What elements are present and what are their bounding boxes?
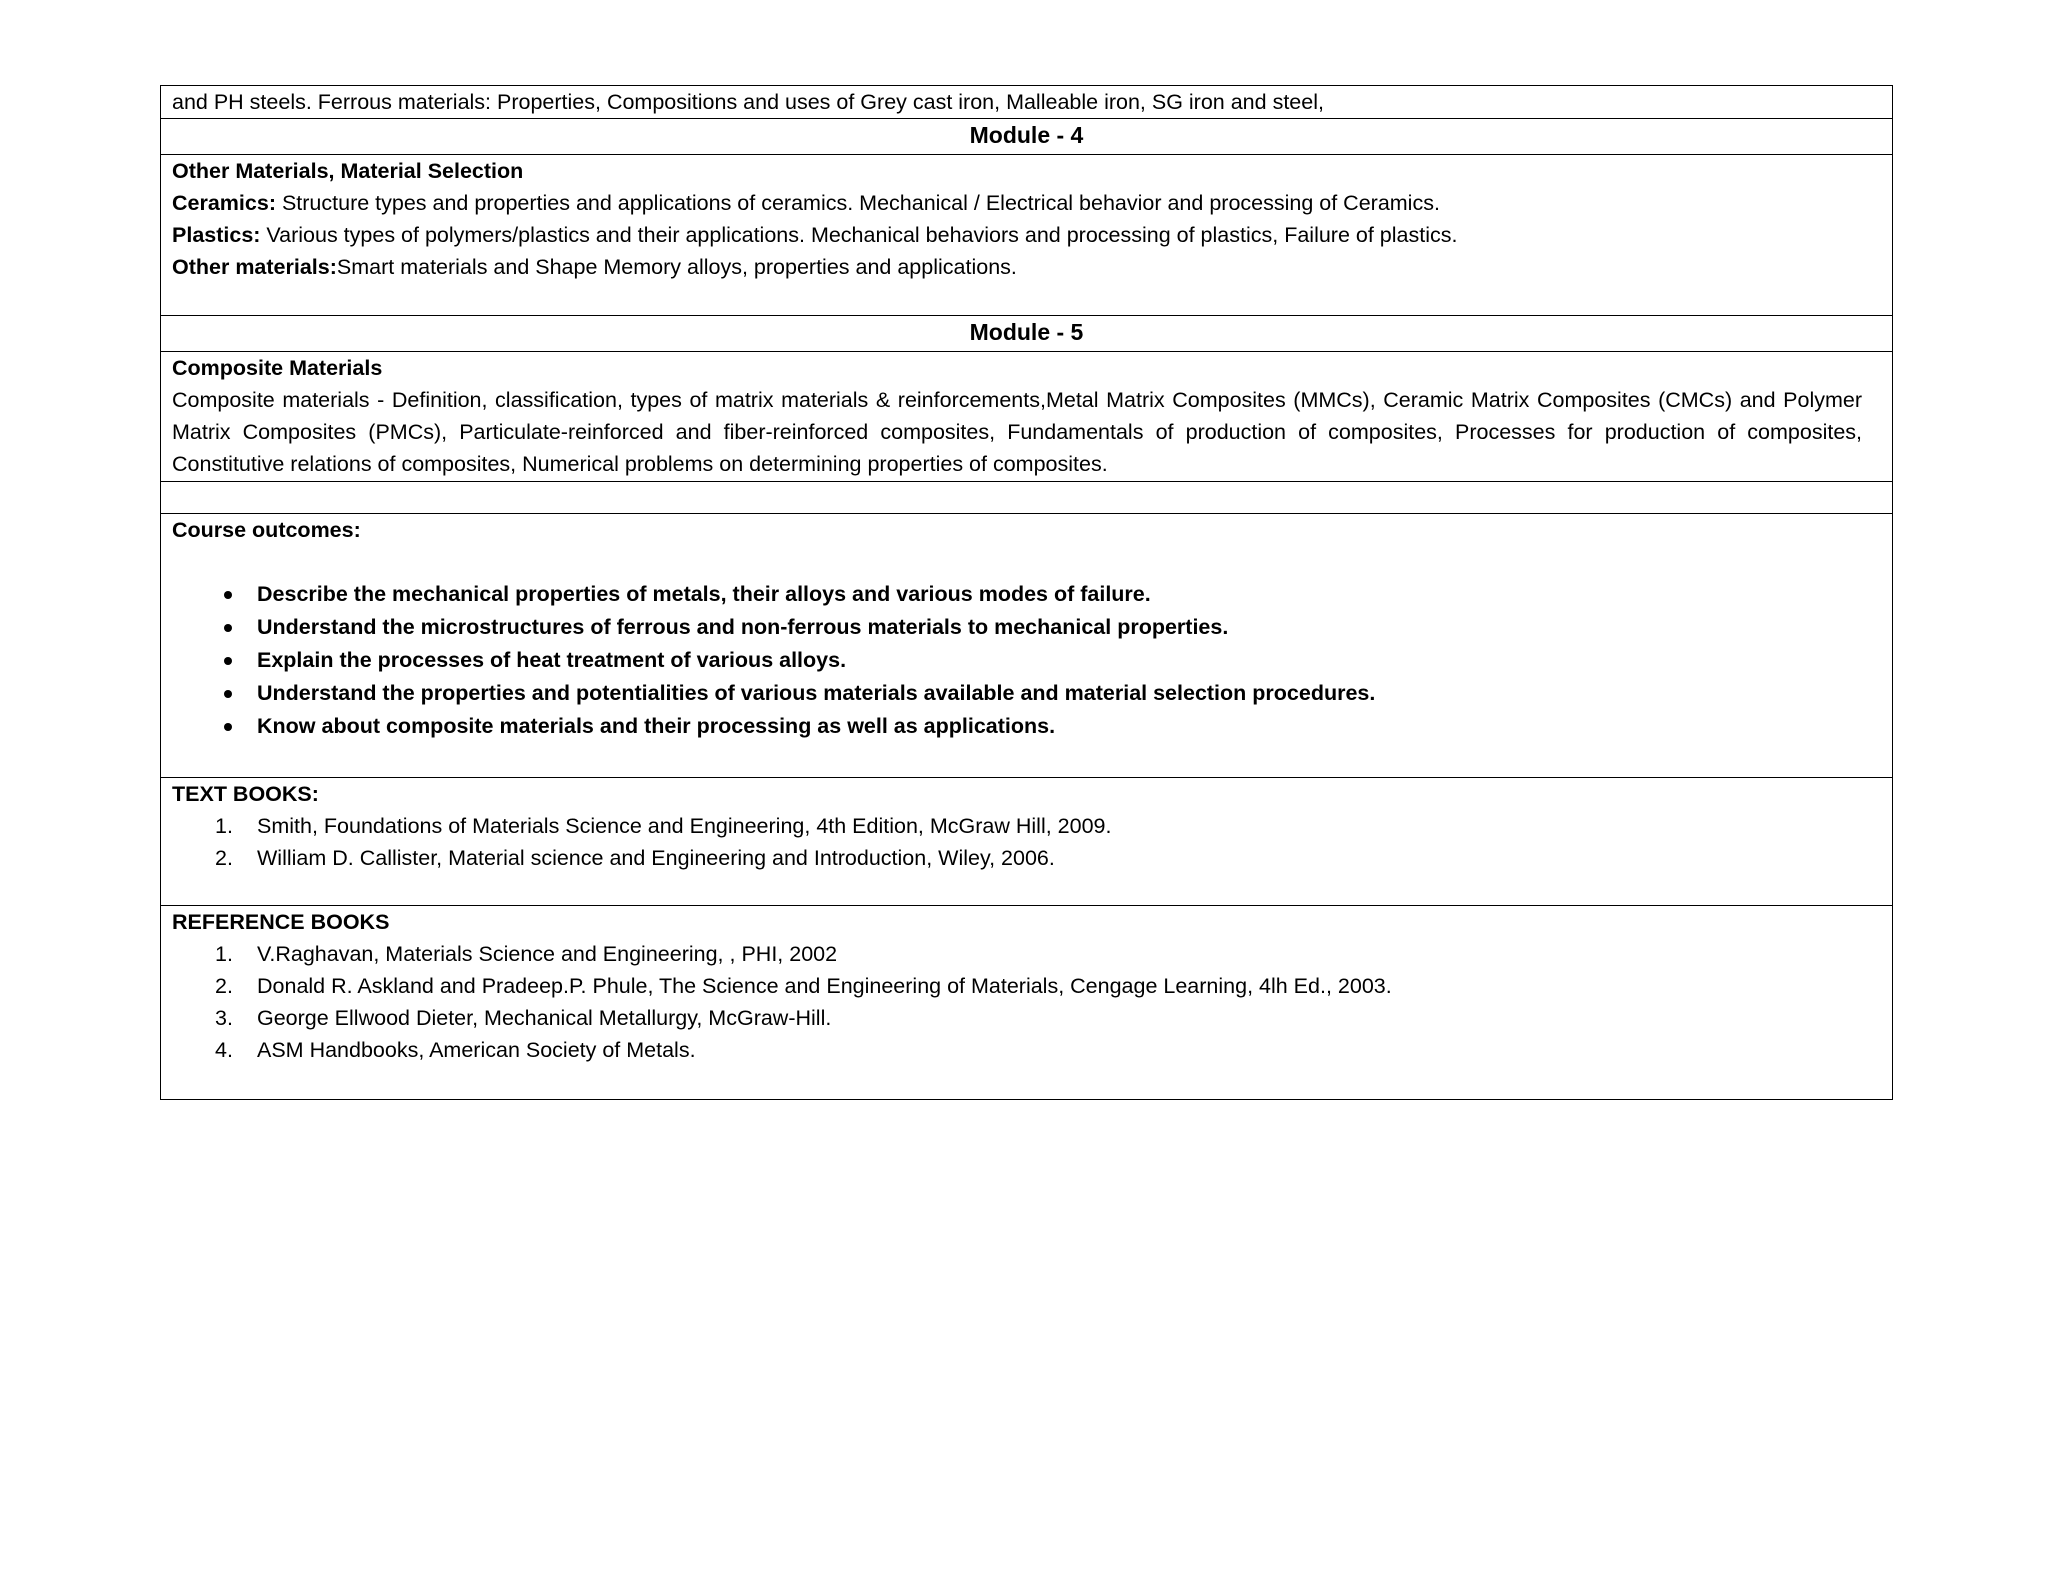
empty-row: [161, 482, 1892, 514]
reference-book-item: [172, 938, 1881, 970]
module-4-item-label: Plastics:: [172, 223, 261, 247]
text-books-title: TEXT BOOKS:: [172, 782, 319, 806]
outcome-item: [172, 677, 1881, 710]
bullet-icon: [224, 657, 232, 665]
module-5-heading: Module - 5: [969, 319, 1084, 345]
reference-books-section: [161, 906, 1892, 1099]
reference-book-text: Donald R. Askland and Pradeep.P. Phule, The Science and Engineering of Materials, Cengage Learning, 4lh Ed., 2003.: [257, 974, 1392, 998]
list-number: 2.: [215, 974, 233, 998]
reference-book-text: George Ellwood Dieter, Mechanical Metallurgy, McGraw-Hill.: [257, 1006, 832, 1030]
module-4-content: [161, 155, 1892, 316]
module-4-item-text: Various types of polymers/plastics and their applications. Mechanical behaviors and processing of plastics, Failure of plastics.: [260, 223, 1458, 247]
reference-book-item: [172, 1034, 1881, 1066]
outcome-text: Understand the properties and potentialities of various materials available and material selection procedures.: [257, 681, 1376, 705]
module-5-heading-row: [161, 316, 1892, 352]
module-4-item: [172, 251, 1881, 283]
text-books-section: [161, 778, 1892, 906]
list-number: 3.: [215, 1006, 233, 1030]
text-book-text: Smith, Foundations of Materials Science and Engineering, 4th Edition, McGraw Hill, 2009.: [257, 814, 1112, 838]
reference-books-title: REFERENCE BOOKS: [172, 910, 390, 934]
reference-books-list: [172, 938, 1881, 1066]
course-outcomes-section: [161, 514, 1892, 778]
list-number: 1.: [215, 814, 233, 838]
module-4-item: [172, 219, 1881, 251]
outcome-item: [172, 710, 1881, 743]
outcome-item: [172, 611, 1881, 644]
text-books-list: [172, 810, 1881, 874]
list-number: 4.: [215, 1038, 233, 1062]
intro-text: and PH steels. Ferrous materials: Properties, Compositions and uses of Grey cast iron, Malleable iron, SG iron and steel,: [172, 90, 1324, 114]
reference-book-item: [172, 1002, 1881, 1034]
text-book-item: [172, 842, 1881, 874]
module-4-item-text: Structure types and properties and applications of ceramics. Mechanical / Electrical behavior and processing of Ceramics.: [275, 191, 1440, 215]
outcome-text: Explain the processes of heat treatment of various alloys.: [257, 648, 847, 672]
syllabus-table: [160, 85, 1893, 1100]
module-5-title: Composite Materials: [172, 356, 383, 380]
outcome-text: Understand the microstructures of ferrous and non-ferrous materials to mechanical properties.: [257, 615, 1229, 639]
course-outcomes-list: [172, 578, 1881, 743]
outcome-text: Describe the mechanical properties of metals, their alloys and various modes of failure.: [257, 582, 1151, 606]
module-5-text: Composite materials - Definition, classification, types of matrix materials & reinforcements,Metal Matrix Composites (MMCs), Ceramic Matrix Composites (CMCs) and Polymer Matrix Composites (PMCs), Particulate-reinforced and fiber-reinforced composites, Fundamentals of production of composites, Processes for production of composites, Constitutive relations of composites, Numerical problems on determining properties of composites.: [172, 388, 1862, 476]
module-4-item-label: Other materials:: [172, 255, 337, 279]
reference-book-item: [172, 970, 1881, 1002]
bullet-icon: [224, 723, 232, 731]
outcome-item: [172, 578, 1881, 611]
bullet-icon: [224, 690, 232, 698]
outcome-item: [172, 644, 1881, 677]
intro-row: [161, 86, 1892, 119]
reference-book-text: V.Raghavan, Materials Science and Engineering, , PHI, 2002: [257, 942, 838, 966]
text-book-item: [172, 810, 1881, 842]
module-4-title: Other Materials, Material Selection: [172, 159, 524, 183]
outcome-text: Know about composite materials and their processing as well as applications.: [257, 714, 1056, 738]
reference-book-text: ASM Handbooks, American Society of Metals.: [257, 1038, 696, 1062]
list-number: 1.: [215, 942, 233, 966]
bullet-icon: [224, 591, 232, 599]
module-4-item: [172, 187, 1881, 219]
module-4-heading-row: [161, 119, 1892, 155]
text-book-text: William D. Callister, Material science and Engineering and Introduction, Wiley, 2006.: [257, 846, 1055, 870]
course-outcomes-title: Course outcomes:: [172, 518, 361, 542]
module-5-content: [161, 352, 1892, 482]
module-4-heading: Module - 4: [969, 122, 1084, 148]
module-4-item-text: Smart materials and Shape Memory alloys, properties and applications.: [336, 255, 1017, 279]
list-number: 2.: [215, 846, 233, 870]
module-4-item-label: Ceramics:: [172, 191, 276, 215]
bullet-icon: [224, 624, 232, 632]
